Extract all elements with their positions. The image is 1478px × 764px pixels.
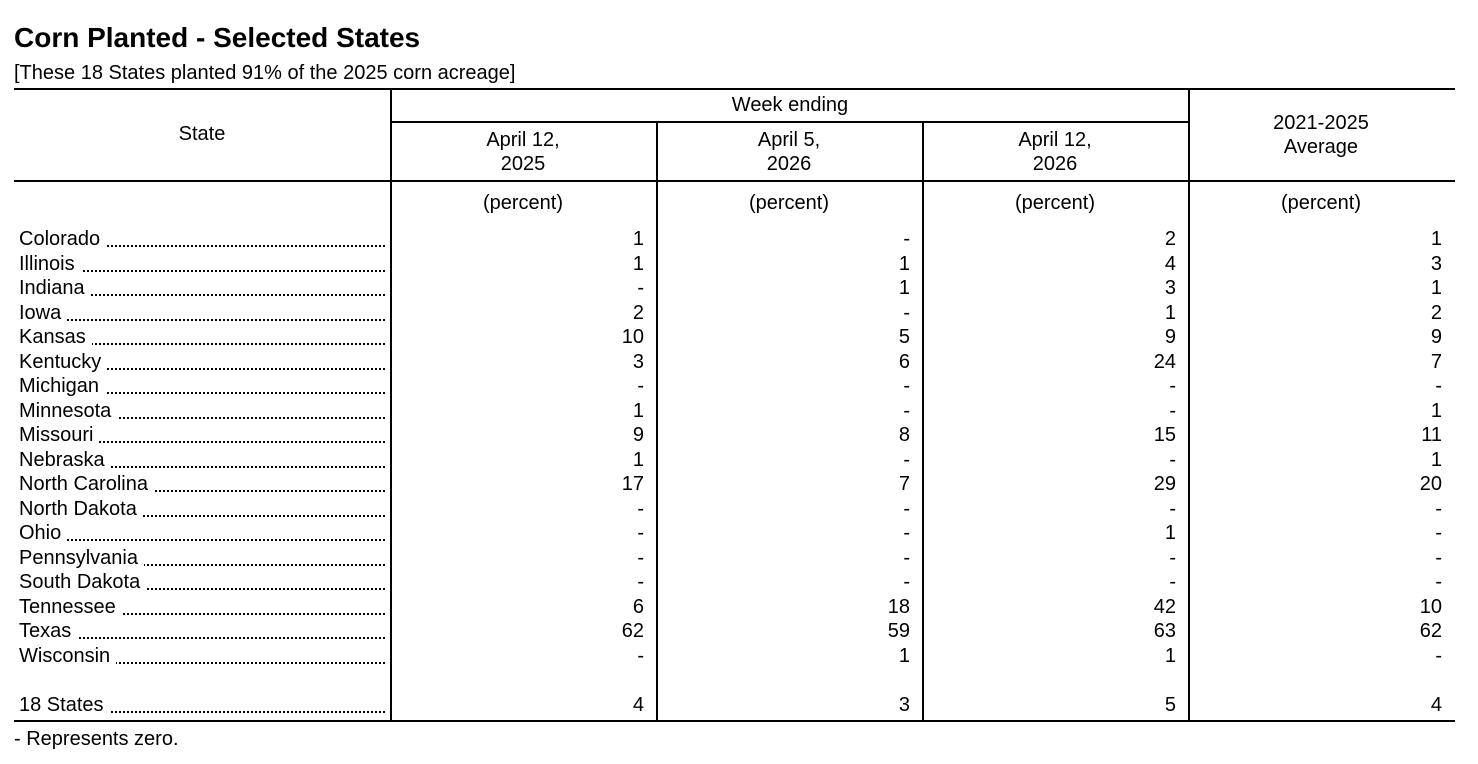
header-col2	[656, 128, 922, 176]
cell-col4: -	[1435, 546, 1442, 569]
table-row	[0, 227, 1478, 251]
header-col3	[922, 128, 1188, 176]
week-ending-rule	[390, 121, 1189, 123]
state-name: Kentucky	[19, 351, 107, 373]
cell-col1: 1	[632, 448, 644, 471]
page-subtitle: [These 18 States planted 91% of the 2025 corn acreage]	[14, 62, 516, 84]
cell-col1: -	[637, 571, 644, 593]
cell-col2: 1	[898, 277, 910, 299]
cell-col2: 59	[887, 620, 910, 642]
cell-col2: -	[903, 448, 910, 471]
state-label	[19, 301, 385, 325]
dot-leader	[19, 539, 385, 541]
cell-col4: -	[1435, 375, 1442, 397]
cell-col3: 24	[1153, 350, 1176, 373]
state-name: Iowa	[19, 302, 67, 324]
table-row	[0, 570, 1478, 594]
cell-col2: 1	[898, 252, 910, 275]
table-row	[0, 546, 1478, 570]
cell-col3: 5	[1164, 694, 1176, 716]
cell-col2: 3	[898, 694, 910, 716]
table-row	[0, 252, 1478, 276]
cell-col3: 1	[1164, 522, 1176, 544]
cell-col2: 7	[898, 473, 910, 495]
state-label	[19, 472, 385, 496]
header-col2-line2: 2026	[766, 153, 812, 175]
page-title: Corn Planted - Selected States	[14, 22, 421, 53]
cell-col3: 9	[1164, 326, 1176, 348]
table-row	[0, 521, 1478, 545]
cell-col4: 3	[1430, 252, 1442, 275]
header-col1-line2: 2025	[500, 153, 546, 175]
state-label	[19, 546, 385, 570]
unit-label-col1: (percent)	[482, 192, 564, 214]
header-col1	[390, 128, 656, 176]
cell-col2: -	[903, 546, 910, 569]
state-name: Ohio	[19, 522, 67, 544]
cell-col1: 1	[632, 399, 644, 422]
cell-col2: -	[903, 571, 910, 593]
cell-col3: -	[1169, 497, 1176, 520]
cell-col3: 4	[1164, 252, 1176, 275]
state-name: Tennessee	[19, 596, 122, 618]
state-label	[19, 497, 385, 521]
cell-col4: 4	[1430, 694, 1442, 716]
cell-col2: 6	[898, 350, 910, 373]
cell-col4: 1	[1430, 448, 1442, 471]
state-label	[19, 325, 385, 349]
state-name: Wisconsin	[19, 645, 116, 667]
cell-col1: 6	[632, 595, 644, 618]
table-row	[0, 472, 1478, 496]
cell-col4: -	[1435, 571, 1442, 593]
cell-col2: 5	[898, 326, 910, 348]
unit-label-col3: (percent)	[1014, 192, 1096, 214]
cell-col4: 9	[1430, 326, 1442, 348]
state-name: Pennsylvania	[19, 547, 144, 569]
cell-col4: 11	[1421, 424, 1442, 446]
table-row	[0, 399, 1478, 423]
cell-col3: -	[1169, 399, 1176, 422]
cell-col1: 10	[621, 326, 644, 348]
state-label	[19, 595, 385, 619]
cell-col1: 1	[632, 228, 644, 250]
cell-col3: 63	[1153, 620, 1176, 642]
state-name: Missouri	[19, 424, 99, 446]
state-name: Illinois	[19, 253, 81, 275]
cell-col2: -	[903, 497, 910, 520]
header-col1-line1: April 12,	[486, 129, 560, 151]
state-label	[19, 252, 385, 276]
state-name: Colorado	[19, 228, 106, 250]
cell-col2: -	[903, 228, 910, 250]
cell-col1: 9	[632, 424, 644, 446]
cell-col3: 2	[1164, 228, 1176, 250]
cell-col2: -	[903, 301, 910, 324]
header-col2-line1: April 5,	[757, 129, 821, 151]
cell-col4: 1	[1430, 228, 1442, 250]
cell-col1: -	[637, 375, 644, 397]
cell-col1: -	[637, 277, 644, 299]
cell-col2: -	[903, 375, 910, 397]
table-row	[0, 595, 1478, 619]
table-row	[0, 301, 1478, 325]
cell-col4: 10	[1419, 595, 1442, 618]
cell-col2: 8	[898, 424, 910, 446]
header-bottom-rule	[14, 180, 1455, 182]
cell-col4: 7	[1430, 350, 1442, 373]
cell-col3: 15	[1153, 424, 1176, 446]
table-bottom-rule	[14, 720, 1455, 722]
header-col4-line2: Average	[1283, 136, 1359, 158]
cell-col1: -	[637, 497, 644, 520]
state-label	[19, 693, 385, 717]
cell-col1: 62	[621, 620, 644, 642]
state-name: Kansas	[19, 326, 92, 348]
cell-col3: 29	[1153, 473, 1176, 495]
table-row	[0, 350, 1478, 374]
state-name: North Dakota	[19, 498, 143, 520]
cell-col3: -	[1169, 375, 1176, 397]
cell-col3: 42	[1153, 595, 1176, 618]
cell-col4: 20	[1419, 473, 1442, 495]
cell-col4: -	[1435, 497, 1442, 520]
state-name: 18 States	[19, 694, 110, 716]
cell-col1: 1	[632, 252, 644, 275]
table-row	[0, 619, 1478, 643]
cell-col4: 62	[1419, 620, 1442, 642]
cell-col1: -	[637, 546, 644, 569]
cell-col4: 1	[1430, 399, 1442, 422]
cell-col1: 2	[632, 301, 644, 324]
state-label	[19, 227, 385, 251]
state-label	[19, 399, 385, 423]
state-name: South Dakota	[19, 571, 146, 593]
table-row	[0, 448, 1478, 472]
header-col4-line1: 2021-2025	[1273, 112, 1369, 134]
state-name: North Carolina	[19, 473, 154, 495]
footnote: - Represents zero.	[14, 728, 179, 750]
table-row	[0, 497, 1478, 521]
state-name: Michigan	[19, 375, 105, 397]
cell-col1: -	[637, 644, 644, 667]
cell-col3: -	[1169, 546, 1176, 569]
table-row	[0, 325, 1478, 349]
dot-leader	[19, 319, 385, 321]
cell-col2: -	[903, 522, 910, 544]
table-row	[0, 423, 1478, 447]
state-name: Indiana	[19, 277, 91, 299]
table-row	[0, 374, 1478, 398]
header-col3-line2: 2026	[1032, 153, 1078, 175]
header-state: State	[178, 123, 226, 145]
table-top-rule	[14, 88, 1455, 90]
header-col4	[1188, 111, 1454, 159]
cell-col4: 2	[1430, 301, 1442, 324]
table-row	[0, 276, 1478, 300]
state-label	[19, 350, 385, 374]
total-row	[0, 693, 1478, 717]
cell-col3: 1	[1164, 301, 1176, 324]
cell-col4: -	[1435, 644, 1442, 667]
cell-col3: -	[1169, 571, 1176, 593]
unit-label-col4: (percent)	[1280, 192, 1362, 214]
state-label	[19, 448, 385, 472]
cell-col4: -	[1435, 522, 1442, 544]
state-label	[19, 521, 385, 545]
cell-col4: 1	[1430, 277, 1442, 299]
cell-col1: 4	[632, 694, 644, 716]
state-label	[19, 374, 385, 398]
cell-col3: 3	[1164, 277, 1176, 299]
cell-col1: -	[637, 522, 644, 544]
cell-col3: 1	[1164, 644, 1176, 667]
state-label	[19, 276, 385, 300]
unit-label-col2: (percent)	[748, 192, 830, 214]
state-name: Minnesota	[19, 400, 117, 422]
cell-col1: 17	[621, 473, 644, 495]
header-week-ending: Week ending	[731, 94, 849, 116]
state-name: Texas	[19, 620, 77, 642]
state-label	[19, 570, 385, 594]
state-name: Nebraska	[19, 449, 111, 471]
state-label	[19, 423, 385, 447]
cell-col3: -	[1169, 448, 1176, 471]
cell-col2: 18	[887, 595, 910, 618]
state-label	[19, 619, 385, 643]
table-row	[0, 644, 1478, 668]
cell-col2: 1	[898, 644, 910, 667]
cell-col1: 3	[632, 350, 644, 373]
cell-col2: -	[903, 399, 910, 422]
header-col3-line1: April 12,	[1018, 129, 1092, 151]
state-label	[19, 644, 385, 668]
